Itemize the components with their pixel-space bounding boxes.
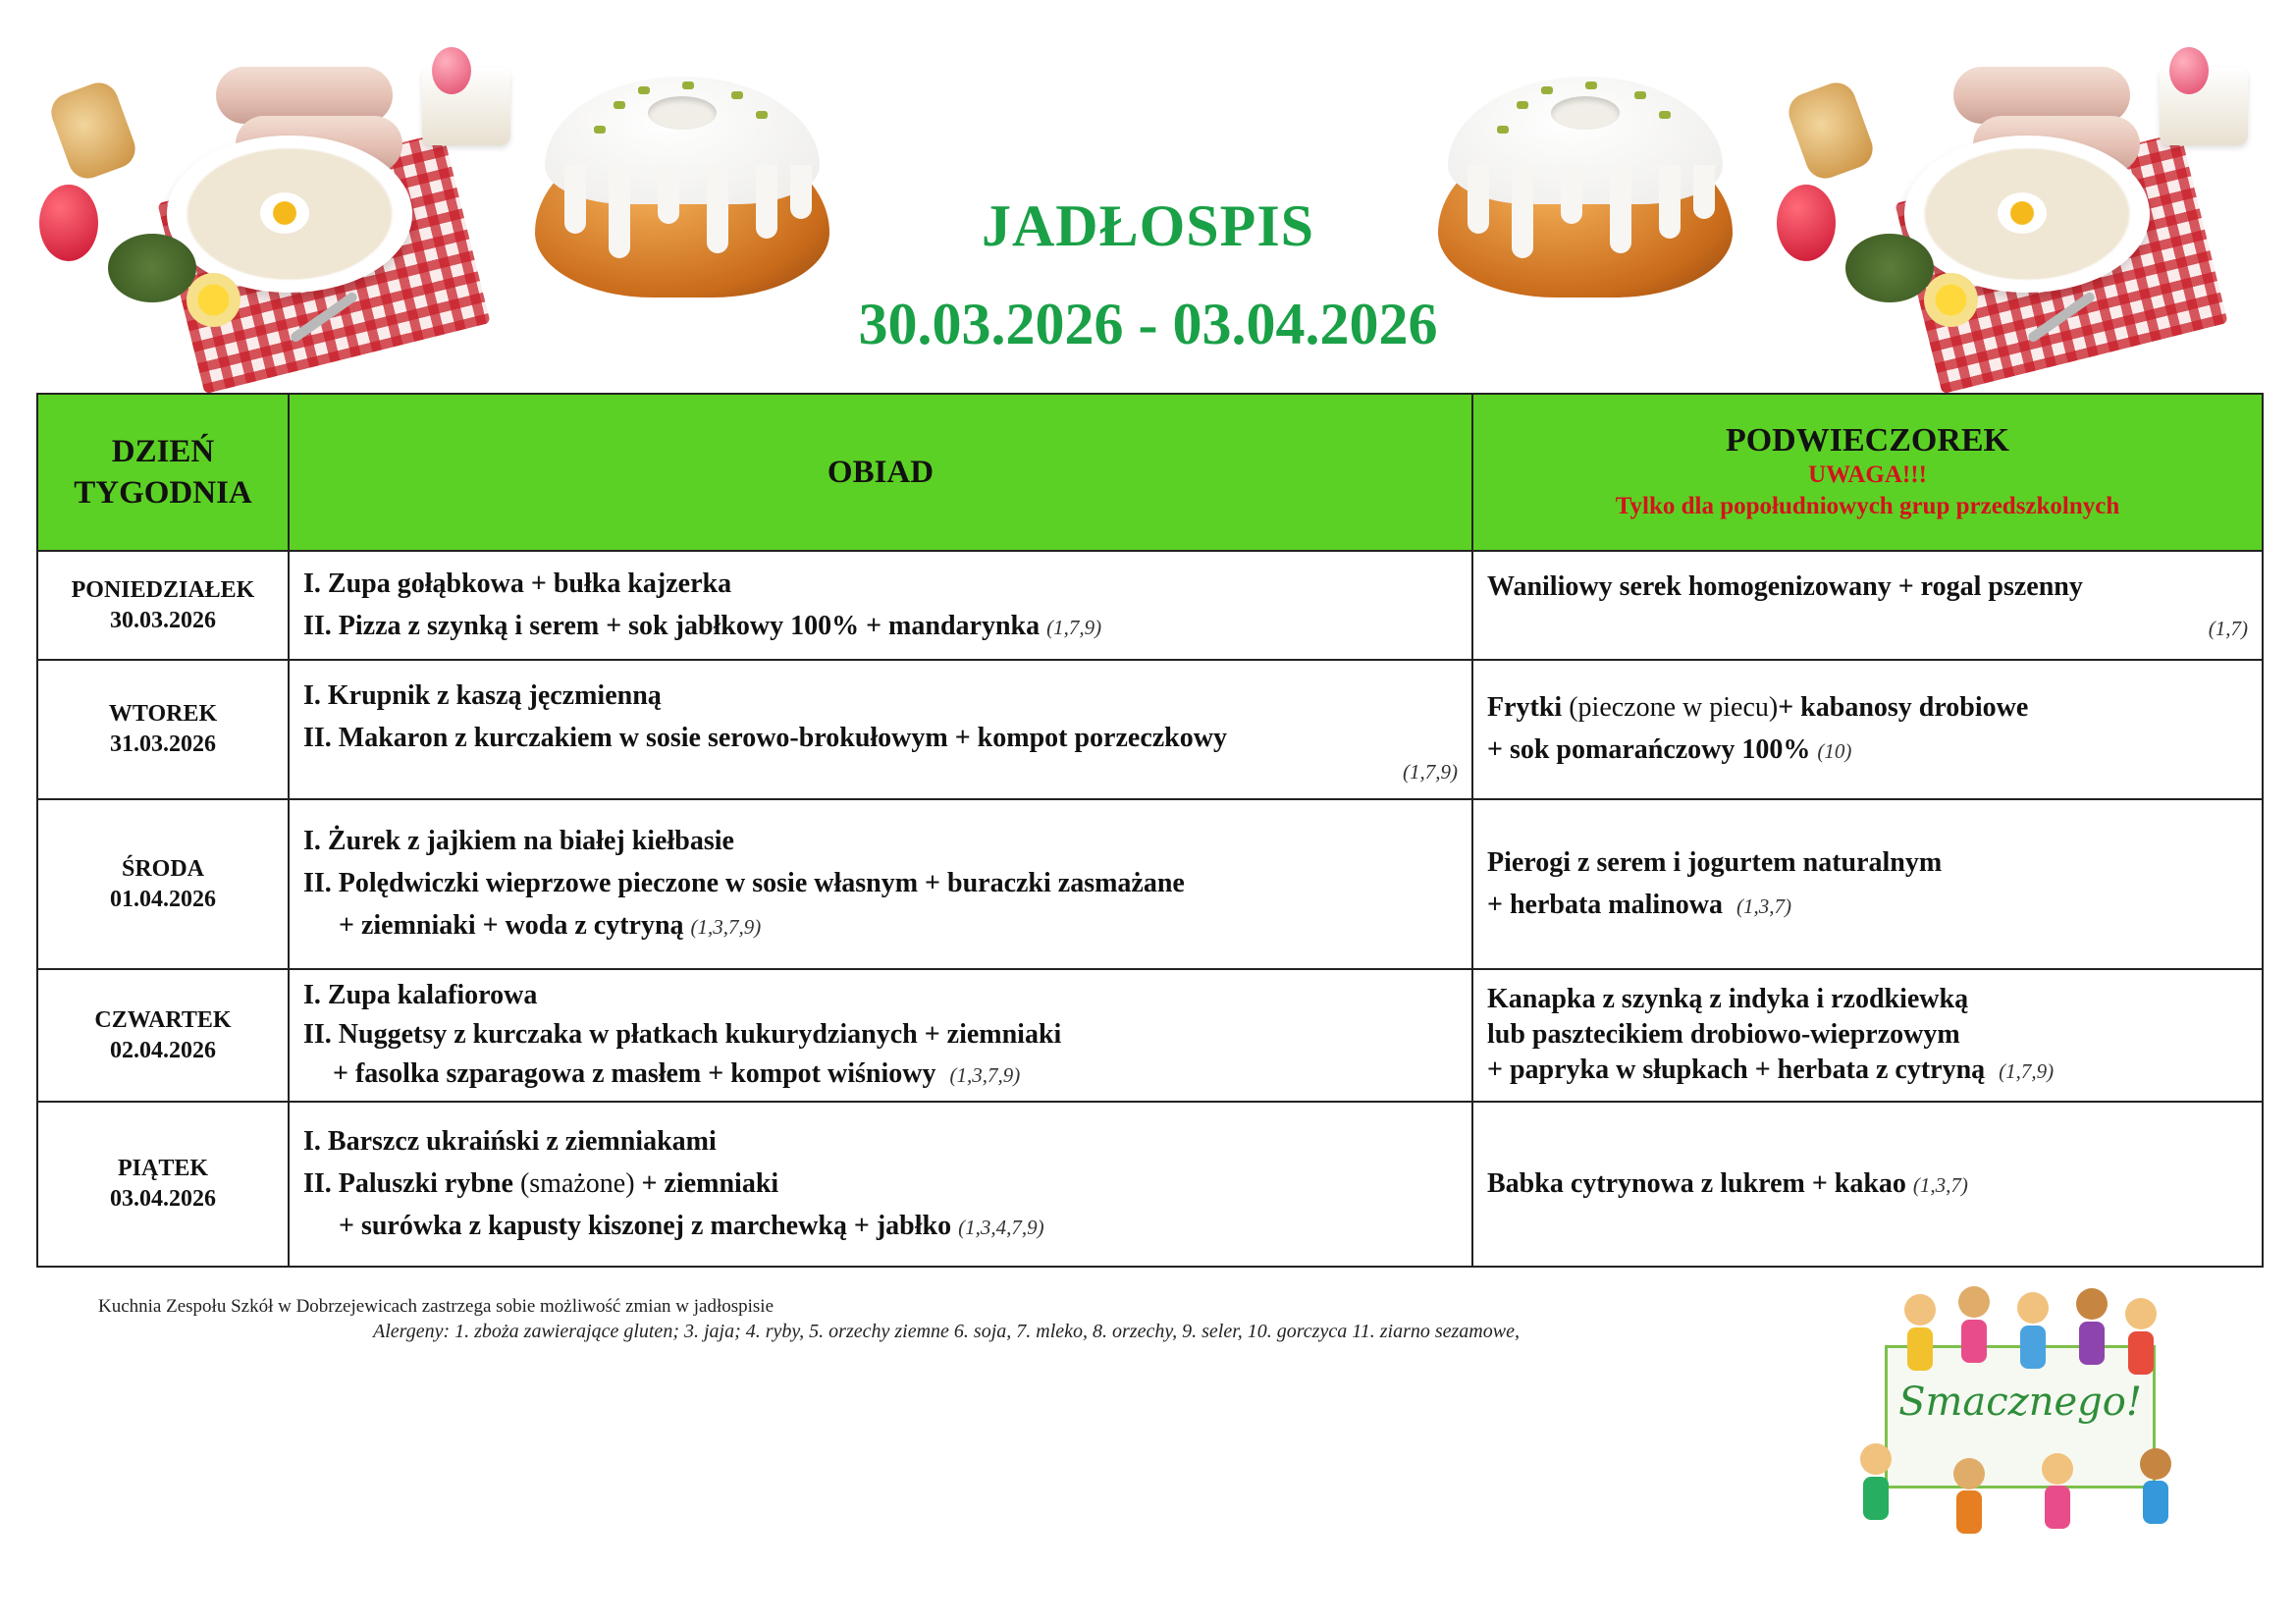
table-row bbox=[37, 799, 2263, 969]
babka-cake-image-right bbox=[1428, 57, 1742, 312]
table-row bbox=[37, 969, 2263, 1102]
kid-icon bbox=[1961, 1320, 1987, 1363]
obiad-cell: I. Zupa gołąbkowa + bułka kajzerka II. Pizza z szynką i serem + sok jabłkowy 100% + mandarynka (1,7,9) bbox=[289, 551, 1472, 660]
table-row bbox=[37, 551, 2263, 660]
kid-icon bbox=[2079, 1322, 2105, 1365]
header-obiad: OBIAD bbox=[289, 394, 1472, 551]
table-header-row bbox=[37, 394, 2263, 551]
babka-cake-image-left bbox=[525, 57, 839, 312]
kid-icon bbox=[1904, 1294, 1936, 1326]
smacznego-label: Smacznego! bbox=[1898, 1380, 2142, 1425]
day-cell: WTOREK 31.03.2026 bbox=[37, 660, 289, 799]
day-cell: ŚRODA 01.04.2026 bbox=[37, 799, 289, 969]
menu-table bbox=[36, 393, 2264, 1268]
kid-icon bbox=[2017, 1292, 2049, 1324]
kid-icon bbox=[1958, 1286, 1990, 1318]
obiad-cell: I. Krupnik z kaszą jęczmienną II. Makaron z kurczakiem w sosie serowo-brokułowym + kompot porzeczkowy (1,7,9) bbox=[289, 660, 1472, 799]
warning-label: UWAGA!!! bbox=[1808, 461, 1927, 488]
kid-icon bbox=[1953, 1458, 1985, 1489]
kid-icon bbox=[2125, 1298, 2157, 1329]
kid-icon bbox=[2128, 1331, 2154, 1375]
header-podwieczorek: PODWIECZOREK UWAGA!!! Tylko dla popołudniowych grup przedszkolnych bbox=[1472, 394, 2263, 551]
date-range: 30.03.2026 - 03.04.2026 bbox=[858, 292, 1438, 356]
header-day: DZIEŃ TYGODNIA bbox=[37, 394, 289, 551]
day-cell: PONIEDZIAŁEK 30.03.2026 bbox=[37, 551, 289, 660]
page-title: JADŁOSPIS bbox=[981, 193, 1315, 258]
kitchen-note: Kuchnia Zespołu Szkół w Dobrzejewicach zastrzega sobie możliwość zmian w jadłospisie bbox=[98, 1296, 774, 1317]
obiad-cell: I. Zupa kalafiorowa II. Nuggetsy z kurczaka w płatkach kukurydzianych + ziemniaki + fasolka szparagowa z masłem + kompot wiśniowy (1,3,7,9) bbox=[289, 969, 1472, 1102]
podwieczorek-cell: Babka cytrynowa z lukrem + kakao (1,3,7) bbox=[1472, 1102, 2263, 1267]
kid-icon bbox=[2076, 1288, 2108, 1320]
podwieczorek-cell: Pierogi z serem i jogurtem naturalnym + herbata malinowa (1,3,7) bbox=[1472, 799, 2263, 969]
kid-icon bbox=[2020, 1326, 2046, 1369]
podwieczorek-cell: Frytki (pieczone w piecu)+ kabanosy drobiowe + sok pomarańczowy 100% (10) bbox=[1472, 660, 2263, 799]
kid-icon bbox=[1860, 1443, 1892, 1475]
kid-icon bbox=[2042, 1453, 2073, 1485]
obiad-cell: I. Barszcz ukraiński z ziemniakami II. Paluszki rybne (smażone) + ziemniaki + surówka z kapusty kiszonej z marchewką + jabłko (1,3,4,7,9) bbox=[289, 1102, 1472, 1267]
day-cell: PIĄTEK 03.04.2026 bbox=[37, 1102, 289, 1267]
kid-icon bbox=[1956, 1490, 1982, 1534]
smacznego-illustration bbox=[1845, 1286, 2199, 1532]
kid-icon bbox=[1907, 1327, 1933, 1371]
kid-icon bbox=[2143, 1481, 2168, 1524]
allergens-legend: Alergeny: 1. zboża zawierające gluten; 3. jaja; 4. ryby, 5. orzechy ziemne 6. soja, 7. mleko, 8. orzechy, 9. seler, 10. gorczyca 11. ziarno sezamowe, bbox=[373, 1321, 1520, 1342]
podwieczorek-cell: Kanapka z szynką z indyka i rzodkiewką lub pasztecikiem drobiowo-wieprzowym + papryka w słupkach + herbata z cytryną (1,7,9) bbox=[1472, 969, 2263, 1102]
kid-icon bbox=[2140, 1448, 2171, 1480]
kid-icon bbox=[1863, 1477, 1889, 1520]
obiad-cell: I. Żurek z jajkiem na białej kiełbasie II. Polędwiczki wieprzowe pieczone w sosie własnym + buraczki zasmażane + ziemniaki + woda z cytryną (1,3,7,9) bbox=[289, 799, 1472, 969]
warning-note: Tylko dla popołudniowych grup przedszkolnych bbox=[1615, 493, 2120, 519]
table-row bbox=[37, 660, 2263, 799]
day-cell: CZWARTEK 02.04.2026 bbox=[37, 969, 289, 1102]
table-row bbox=[37, 1102, 2263, 1267]
podwieczorek-cell: Waniliowy serek homogenizowany + rogal pszenny (1,7) bbox=[1472, 551, 2263, 660]
kid-icon bbox=[2045, 1486, 2070, 1529]
